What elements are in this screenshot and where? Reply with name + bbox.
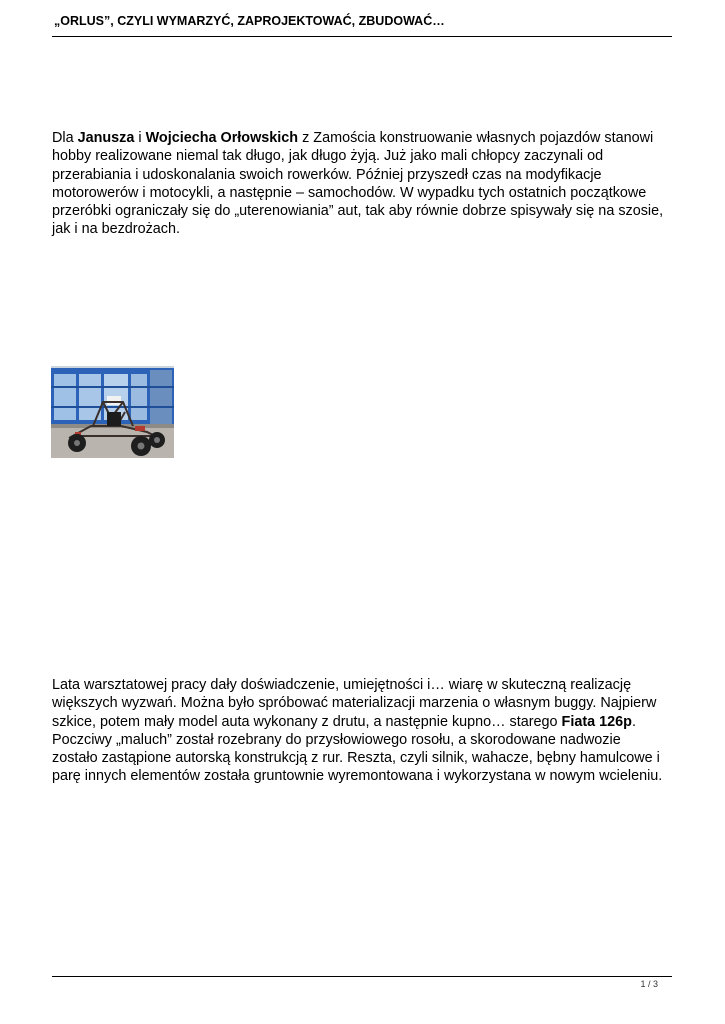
intro-paragraph: [52, 129, 676, 239]
buggy-photo-icon: [51, 366, 174, 458]
fiat-126p: Fiata 126p: [561, 713, 632, 730]
text-segment: z Zamościa konstruowanie własnych pojazdów stanowi: [298, 130, 654, 146]
paragraph-line: Lata warsztatowej pracy dały doświadczenie, umiejętności i… wiarę w skuteczną realizację: [52, 677, 632, 693]
document-title: „ORLUS”, CZYLI WYMARZYĆ, ZAPROJEKTOWAĆ, ZBUDOWAĆ…: [54, 14, 445, 28]
paragraph-line: [52, 713, 676, 731]
second-paragraph: [52, 676, 676, 786]
paragraph-line: parę innych elementów została gruntownie wyremontowana i wykorzystana w nowym wcieleniu.: [52, 768, 663, 785]
buggy-photo: [51, 366, 174, 458]
paragraph-line: przeróbki ograniczały się do „uterenowiania” aut, tak aby równie dobrze spisywały się na szosie,: [52, 203, 664, 220]
text-segment: Dla: [52, 130, 78, 146]
paragraph-line: Poczciwy „maluch” został rozebrany do przysłowiowego rosołu, a skorodowane nadwozie: [52, 731, 621, 748]
paragraph-line: przerabiania i udoskonalania swoich rowerków. Później przyszedł czas na modyfikacje: [52, 166, 602, 183]
paragraph-line: większych wyzwań. Można było spróbować materializacji marzenia o własnym buggy. Najpierw: [52, 695, 657, 712]
paragraph-line: [52, 129, 676, 147]
page-header: [52, 12, 672, 37]
text-segment: i: [134, 130, 146, 146]
paragraph-line: jak i na bezdrożach.: [52, 221, 180, 238]
text-segment: szkice, potem mały model auta wykonany z drutu, a następnie kupno… starego: [52, 713, 562, 730]
paragraph-line: zostało zastąpione autorską konstrukcją z rur. Reszta, czyli silnik, wahacze, bębny hamulcowe i: [52, 750, 660, 767]
name-janusz: Janusza: [77, 130, 135, 146]
page-number: 1 / 3: [640, 979, 658, 989]
paragraph-line: hobby realizowane niemal tak długo, jak długo żyją. Już jako mali chłopcy zaczynali od: [52, 148, 604, 165]
footer-rule: [52, 976, 672, 977]
text-segment: .: [631, 713, 636, 730]
paragraph-line: motorowerów i motocykli, a następnie – samochodów. W wypadku tych ostatnich początkowe: [52, 184, 647, 201]
name-wojciech-orlowski: Wojciecha Orłowskich: [145, 130, 299, 146]
